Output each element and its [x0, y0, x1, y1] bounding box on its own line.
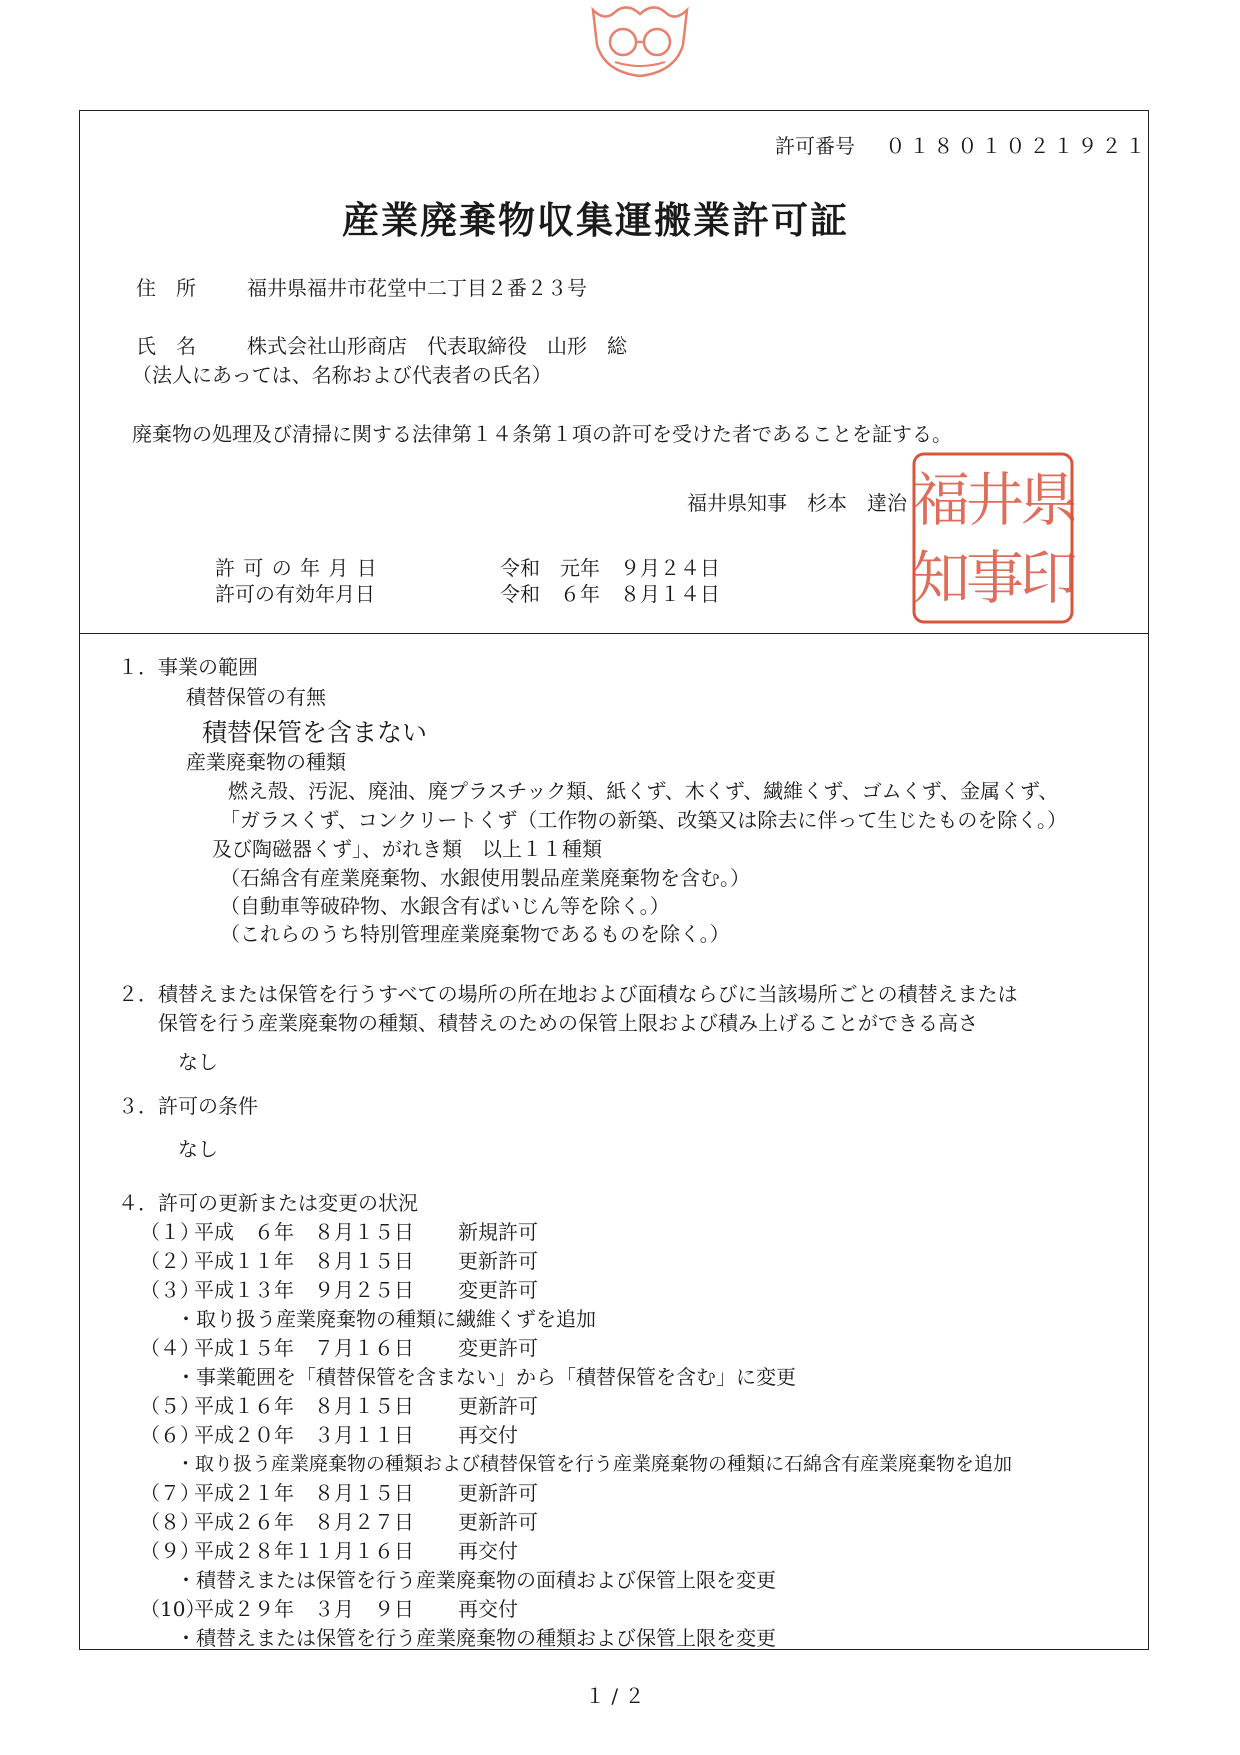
history-num: （６）: [140, 1423, 200, 1447]
section1-heading: １．事業の範囲: [118, 655, 258, 679]
permit-number: [775, 134, 1149, 158]
types-line: 燃え殻、汚泥、廃油、廃プラスチック類、紙くず、木くず、繊維くず、ゴムくず、金属くず、: [228, 779, 1059, 803]
certification-text: 廃棄物の処理及び清掃に関する法律第１４条第１項の許可を受けた者であることを証する。: [132, 422, 952, 446]
history-type: 再交付: [458, 1597, 518, 1621]
history-date: 平成１６年 ８月１５日: [194, 1394, 414, 1418]
history-date: 平成２９年 ３月 ９日: [194, 1597, 414, 1621]
history-date: 平成１５年 ７月１６日: [194, 1336, 414, 1360]
expiry-date-label: 許可の有効年月日: [215, 582, 375, 606]
history-type: 変更許可: [458, 1278, 538, 1302]
history-note: ・取り扱う産業廃棄物の種類に繊維くずを追加: [176, 1307, 596, 1331]
history-note: ・取り扱う産業廃棄物の種類および積替保管を行う産業廃棄物の種類に石綿含有産業廃棄物を追加: [176, 1453, 1013, 1475]
permit-number-label: 許可番号: [775, 134, 855, 158]
types-note: （自動車等破砕物、水銀含有ばいじん等を除く。）: [220, 894, 670, 918]
history-date: 平成２８年１１月１６日: [194, 1539, 414, 1563]
svg-text:知事印: 知事印: [911, 544, 1075, 612]
section2-heading: ２．積替えまたは保管を行うすべての場所の所在地および面積ならびに当該場所ごとの積替えまたは: [118, 982, 1018, 1006]
history-num: （８）: [140, 1510, 200, 1534]
history-num: （９）: [140, 1539, 200, 1563]
section3-heading: ３．許可の条件: [118, 1094, 258, 1118]
name-note: （法人にあっては、名称および代表者の氏名）: [132, 363, 552, 387]
storage-label: 積替保管の有無: [186, 685, 326, 709]
page-number: １ / ２: [585, 1684, 645, 1708]
address-value: 福井県福井市花堂中二丁目２番２３号: [247, 276, 587, 300]
permit-number-value: ０１８０１０２１９２１: [885, 134, 1150, 158]
section2-value: なし: [178, 1050, 218, 1074]
history-date: 平成２６年 ８月２７日: [194, 1510, 414, 1534]
history-date: 平成１３年 ９月２５日: [194, 1278, 414, 1302]
permit-date-label: 許 可 の 年 月 日: [215, 556, 378, 580]
history-num: （４）: [140, 1336, 200, 1360]
address-label: 住 所: [136, 276, 196, 300]
history-note: ・積替えまたは保管を行う産業廃棄物の面積および保管上限を変更: [176, 1568, 776, 1592]
history-num: （10）: [140, 1597, 206, 1621]
history-note: ・積替えまたは保管を行う産業廃棄物の種類および保管上限を変更: [176, 1626, 776, 1650]
history-type: 再交付: [458, 1423, 518, 1447]
history-type: 変更許可: [458, 1336, 538, 1360]
storage-value: 積替保管を含まない: [202, 718, 428, 747]
types-note: （石綿含有産業廃棄物、水銀使用製品産業廃棄物を含む。）: [220, 866, 750, 890]
permit-date-value: 令和 元年 ９月２４日: [500, 556, 720, 580]
history-date: 平成２０年 ３月１１日: [194, 1423, 414, 1447]
history-num: （１）: [140, 1220, 200, 1244]
history-num: （３）: [140, 1278, 200, 1302]
types-note: （これらのうち特別管理産業廃棄物であるものを除く。）: [220, 922, 730, 946]
types-label: 産業廃棄物の種類: [186, 750, 346, 774]
history-date: 平成 ６年 ８月１５日: [194, 1220, 414, 1244]
history-type: 再交付: [458, 1539, 518, 1563]
issuer-name: 福井県知事 杉本 達治: [687, 491, 907, 515]
types-line: 「ガラスくず、コンクリートくず（工作物の新築、改築又は除去に伴って生じたものを除く。）: [220, 808, 1067, 832]
types-line: 及び陶磁器くず」、がれき類 以上１１種類: [212, 837, 602, 861]
history-type: 新規許可: [458, 1220, 538, 1244]
history-num: （２）: [140, 1249, 200, 1273]
svg-text:福井県: 福井県: [911, 466, 1075, 534]
history-date: 平成１１年 ８月１５日: [194, 1249, 414, 1273]
history-date: 平成２１年 ８月１５日: [194, 1481, 414, 1505]
section-divider: [79, 633, 1149, 634]
history-type: 更新許可: [458, 1249, 538, 1273]
name-label: 氏 名: [136, 334, 196, 358]
expiry-date-value: 令和 ６年 ８月１４日: [500, 582, 720, 606]
section4-heading: ４．許可の更新または変更の状況: [118, 1191, 418, 1215]
page-title: 産業廃棄物収集運搬業許可証: [342, 198, 849, 242]
history-type: 更新許可: [458, 1394, 538, 1418]
history-num: （７）: [140, 1481, 200, 1505]
history-num: （５）: [140, 1394, 200, 1418]
history-type: 更新許可: [458, 1481, 538, 1505]
history-note: ・事業範囲を「積替保管を含まない」から「積替保管を含む」に変更: [176, 1365, 796, 1389]
history-type: 更新許可: [458, 1510, 538, 1534]
name-value: 株式会社山形商店 代表取締役 山形 総: [247, 334, 627, 358]
seal-mark-icon: [585, 0, 695, 80]
section3-value: なし: [178, 1137, 218, 1161]
governor-seal-icon: [908, 448, 1078, 628]
section2-heading-cont: 保管を行う産業廃棄物の種類、積替えのための保管上限および積み上げることができる高さ: [158, 1011, 978, 1035]
